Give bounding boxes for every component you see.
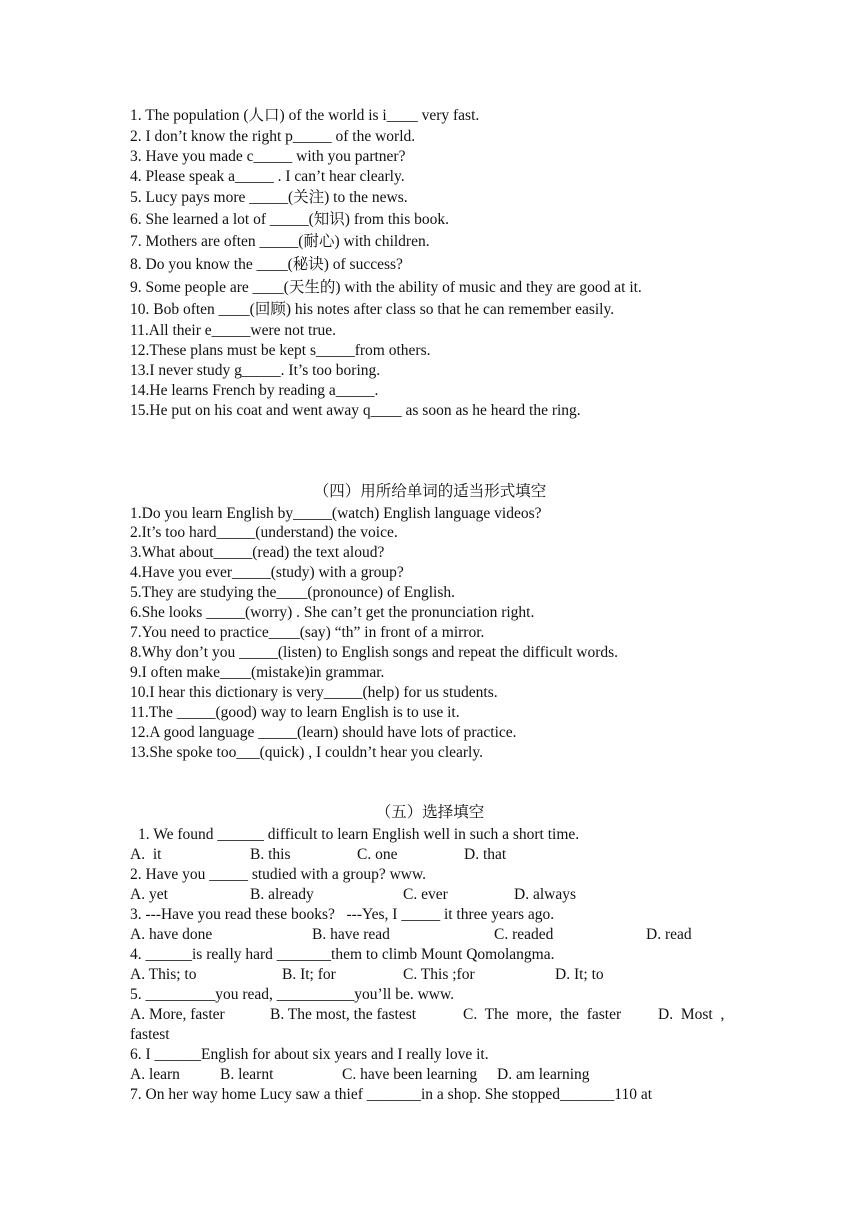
section4-item-9: 9.I often make____(mistake)in grammar. xyxy=(130,664,385,681)
option-b: B. this xyxy=(250,846,291,863)
option-b: B. have read xyxy=(312,926,390,943)
section4-item-11: 11.The _____(good) way to learn English is to use it. xyxy=(130,704,460,721)
question-3: 3. ---Have you read these books? ---Yes, I _____ it three years ago. xyxy=(130,906,555,923)
option-a: A. it xyxy=(130,846,162,863)
section3-item-9: 9. Some people are ____(天生的) with the ability of music and they are good at it. xyxy=(130,279,642,296)
question-5-option-d-continued: fastest xyxy=(130,1026,170,1043)
section3-item-4: 4. Please speak a_____ . I can’t hear clearly. xyxy=(130,168,405,185)
question-2-options xyxy=(130,885,735,905)
option-b: B. learnt xyxy=(220,1066,274,1083)
option-a: A. More, faster xyxy=(130,1006,225,1023)
question-4-options xyxy=(130,965,735,985)
section3-item-2: 2. I don’t know the right p_____ of the world. xyxy=(130,128,416,145)
section3-item-8: 8. Do you know the ____(秘诀) of success? xyxy=(130,256,403,273)
option-c: C. have been learning xyxy=(342,1066,478,1083)
question-2: 2. Have you _____ studied with a group? www. xyxy=(130,866,427,883)
option-c: C. one xyxy=(357,846,398,863)
option-b: B. It; for xyxy=(282,966,336,983)
section3-item-15: 15.He put on his coat and went away q____ as soon as he heard the ring. xyxy=(130,402,581,419)
section3-item-3: 3. Have you made c_____ with you partner? xyxy=(130,148,406,165)
section3-item-5: 5. Lucy pays more _____(关注) to the news. xyxy=(130,189,408,206)
section4-item-8: 8.Why don’t you _____(listen) to English songs and repeat the difficult words. xyxy=(130,644,619,661)
option-d: D. read xyxy=(646,926,692,943)
section4-item-5: 5.They are studying the____(pronounce) of English. xyxy=(130,584,455,601)
section4-item-2: 2.It’s too hard_____(understand) the voice. xyxy=(130,524,398,541)
question-1-options xyxy=(130,845,735,865)
section4-item-6: 6.She looks _____(worry) . She can’t get the pronunciation right. xyxy=(130,604,535,621)
question-6: 6. I ______English for about six years and I really love it. xyxy=(130,1046,489,1063)
option-d: D. It; to xyxy=(555,966,604,983)
question-5-options xyxy=(130,1005,735,1025)
option-c: C. This ;for xyxy=(403,966,475,983)
option-c: C. readed xyxy=(494,926,554,943)
question-3-options xyxy=(130,925,735,945)
section3-item-14: 14.He learns French by reading a_____. xyxy=(130,382,379,399)
section4-item-10: 10.I hear this dictionary is very_____(help) for us students. xyxy=(130,684,498,701)
section4-item-3: 3.What about_____(read) the text aloud? xyxy=(130,544,385,561)
option-c: C. ever xyxy=(403,886,448,903)
section4-title: （四）用所给单词的适当形式填空 xyxy=(313,483,547,500)
option-d: D. that xyxy=(464,846,507,863)
section3-item-1: 1. The population (人口) of the world is i____ very fast. xyxy=(130,107,480,124)
section3-item-6: 6. She learned a lot of _____(知识) from this book. xyxy=(130,211,449,228)
option-b: B. already xyxy=(250,886,314,903)
section3-item-13: 13.I never study g_____. It’s too boring. xyxy=(130,362,381,379)
question-1: 1. We found ______ difficult to learn English well in such a short time. xyxy=(138,826,580,843)
question-4: 4. ______is really hard _______them to climb Mount Qomolangma. xyxy=(130,946,555,963)
question-6-options xyxy=(130,1065,735,1085)
section4-item-12: 12.A good language _____(learn) should have lots of practice. xyxy=(130,724,517,741)
option-a: A. learn xyxy=(130,1066,180,1083)
section3-item-11: 11.All their e_____were not true. xyxy=(130,322,337,339)
section4-item-4: 4.Have you ever_____(study) with a group? xyxy=(130,564,404,581)
question-7: 7. On her way home Lucy saw a thief _______in a shop. She stopped_______110 at xyxy=(130,1086,653,1103)
section4-item-13: 13.She spoke too___(quick) , I couldn’t hear you clearly. xyxy=(130,744,483,761)
option-a: A. This; to xyxy=(130,966,197,983)
option-d: D. always xyxy=(514,886,576,903)
option-c: C. The more, the faster xyxy=(463,1006,622,1023)
question-5: 5. _________you read, __________you’ll be. www. xyxy=(130,986,455,1003)
section4-item-1: 1.Do you learn English by_____(watch) English language videos? xyxy=(130,505,542,522)
option-a: A. have done xyxy=(130,926,213,943)
option-d: D. Most , xyxy=(658,1006,725,1023)
option-b: B. The most, the fastest xyxy=(270,1006,417,1023)
section5-title: （五）选择填空 xyxy=(375,804,485,821)
section4-item-7: 7.You need to practice____(say) “th” in front of a mirror. xyxy=(130,624,485,641)
option-a: A. yet xyxy=(130,886,168,903)
option-d: D. am learning xyxy=(497,1066,590,1083)
section3-item-12: 12.These plans must be kept s_____from others. xyxy=(130,342,431,359)
section3-item-10: 10. Bob often ____(回顾) his notes after class so that he can remember easily. xyxy=(130,301,615,318)
section3-item-7: 7. Mothers are often _____(耐心) with children. xyxy=(130,233,430,250)
